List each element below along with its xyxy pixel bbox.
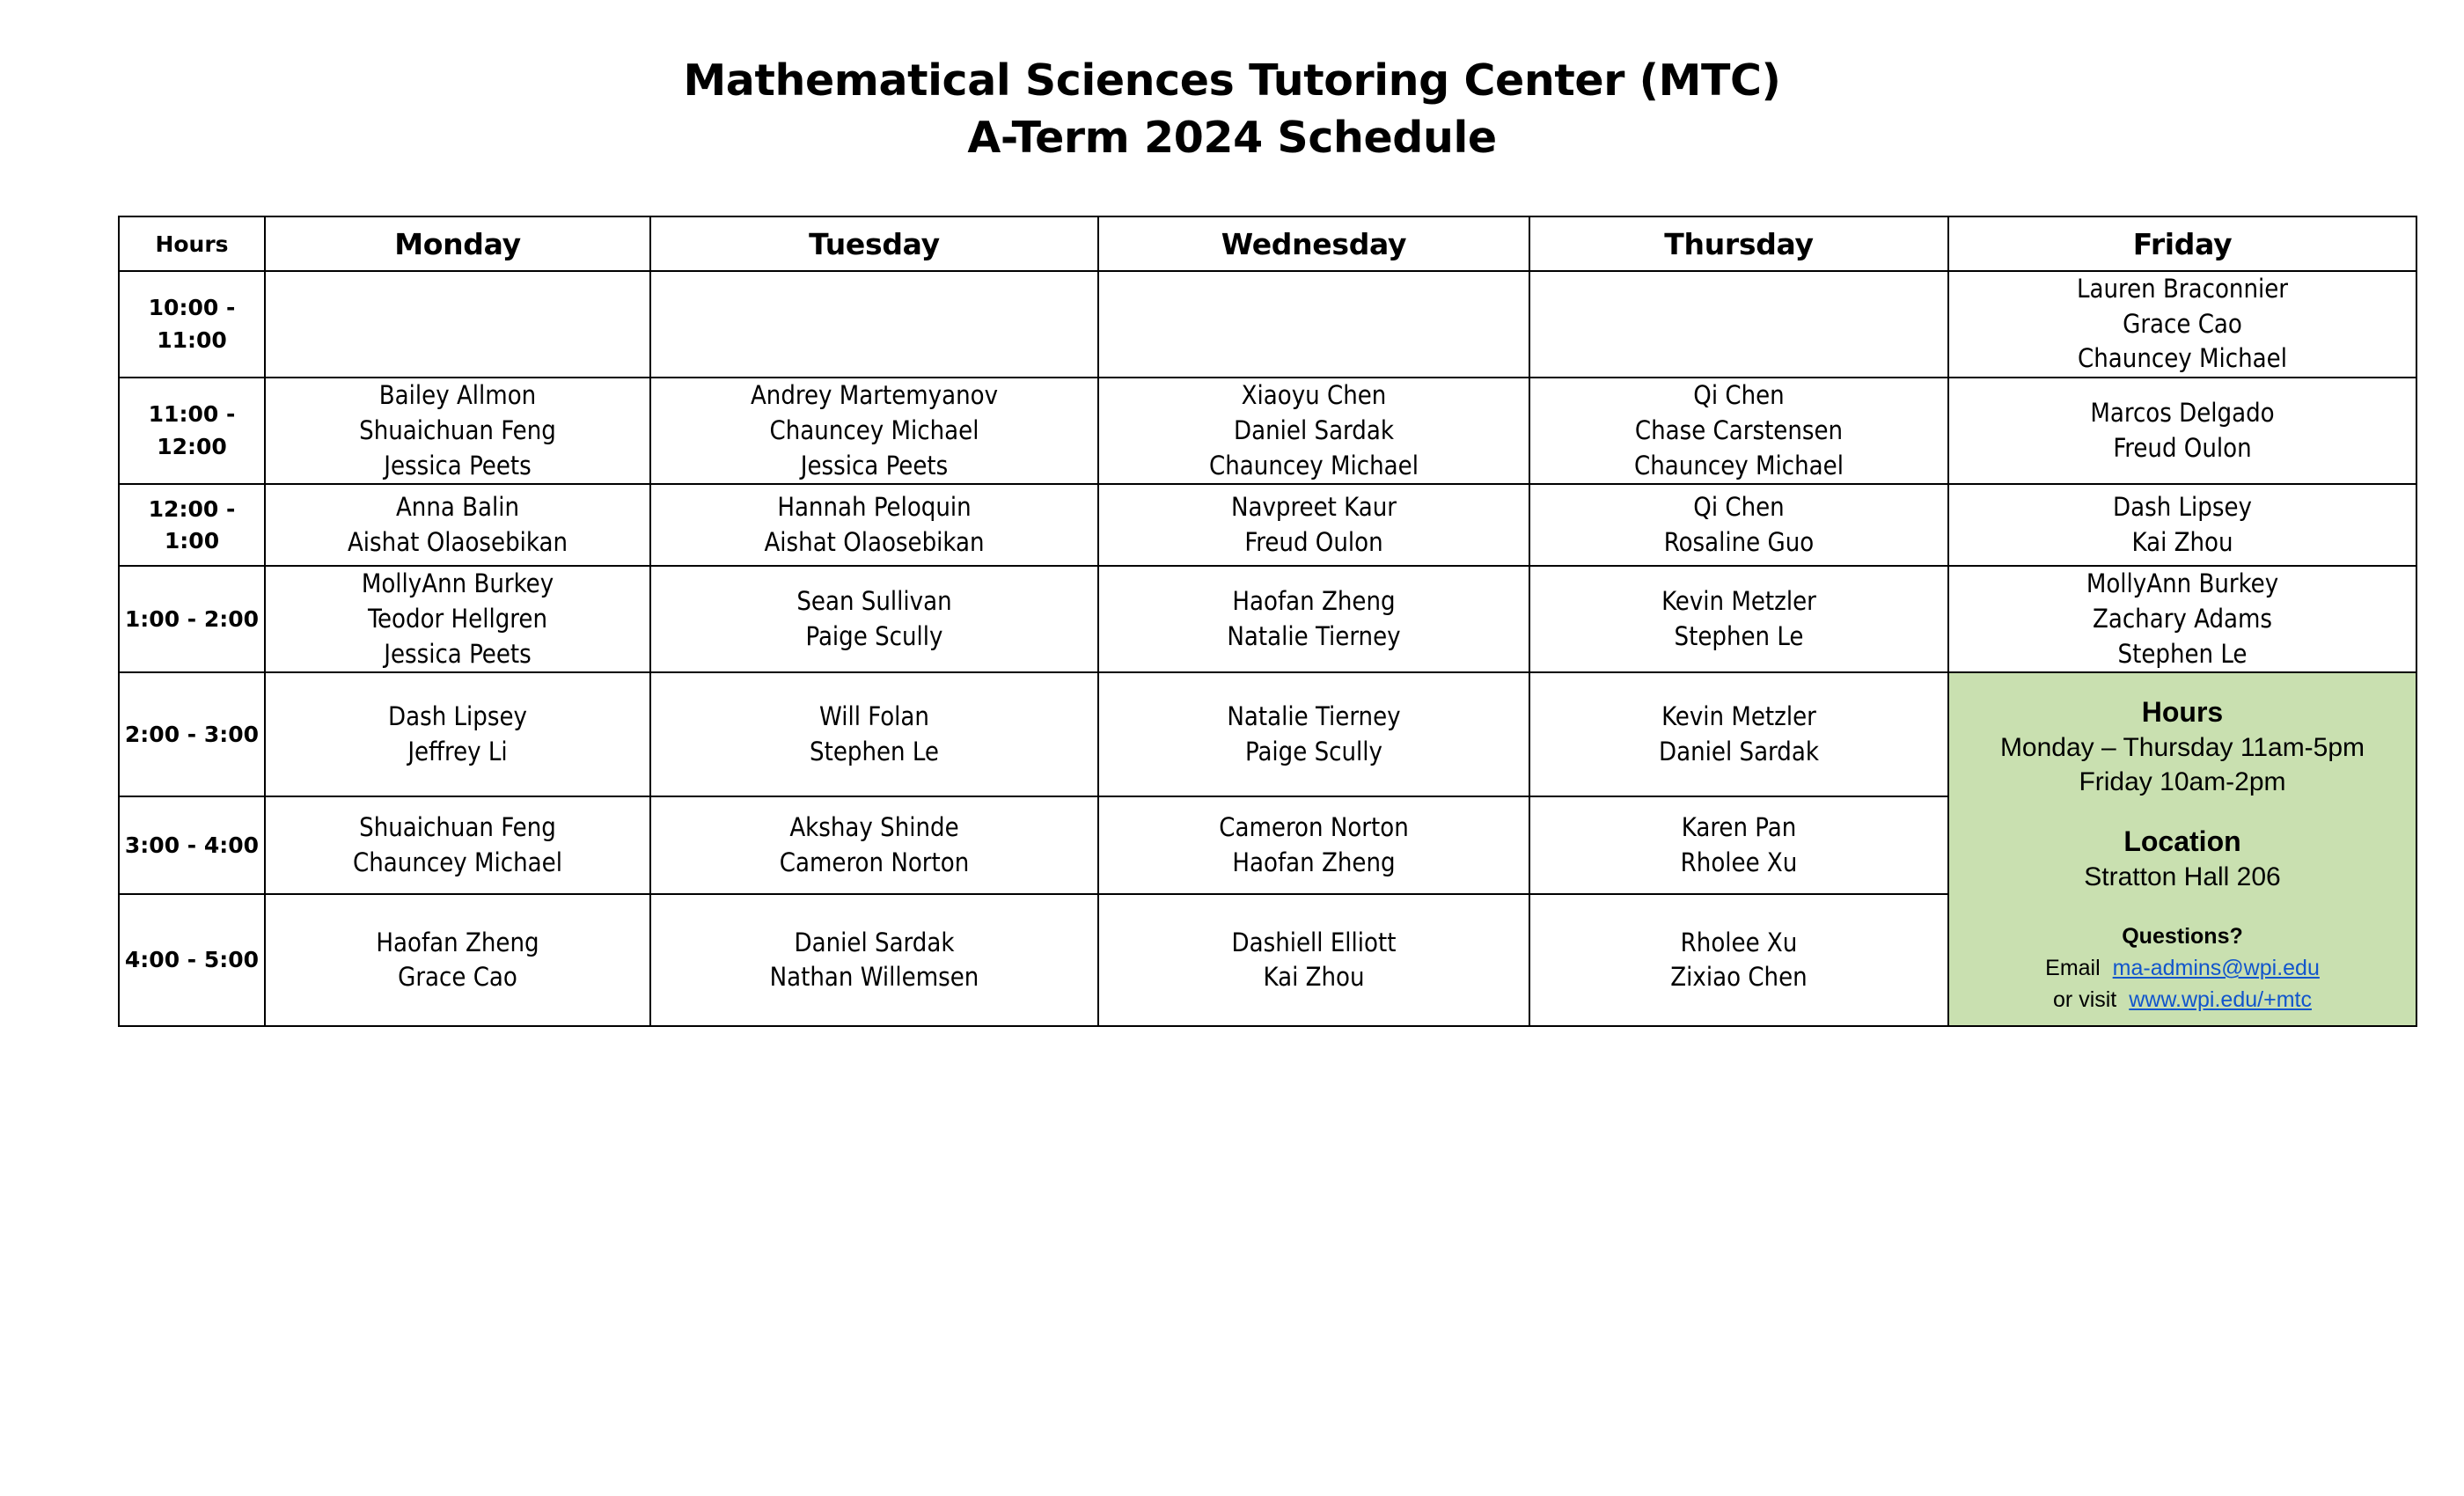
tutor-cell-wednesday — [1098, 796, 1529, 894]
time-end: 3:00 — [203, 721, 260, 747]
tutor-name: Cameron Norton — [1219, 812, 1409, 843]
tutor-name: Haofan Zheng — [1232, 847, 1396, 877]
page-title — [0, 53, 2464, 166]
time-end: 4:00 — [203, 832, 260, 858]
time-start: 11:00 - — [148, 401, 236, 428]
tutor-cell-wednesday — [1098, 566, 1529, 672]
title-line-secondary: A-Term 2024 Schedule — [967, 112, 1497, 163]
tutor-name-list — [266, 567, 649, 671]
tutor-name: Natalie Tierney — [1227, 701, 1401, 732]
header-row — [119, 216, 2416, 271]
tutor-name: Jessica Peets — [384, 638, 532, 669]
tutor-name: Freud Oulon — [2113, 432, 2252, 463]
tutor-name: Kai Zhou — [1263, 962, 1365, 993]
tutor-name: Kevin Metzler — [1661, 701, 1816, 732]
tutor-name-list — [1530, 490, 1947, 560]
tutor-name: Chauncey Michael — [2078, 343, 2287, 374]
tutor-name-list — [1099, 584, 1529, 654]
tutor-cell-tuesday — [650, 271, 1098, 378]
tutor-name-list — [1530, 584, 1947, 654]
tutor-name: Navpreet Kaur — [1230, 492, 1397, 523]
tutor-name-list — [1099, 490, 1529, 560]
tutor-name-list — [266, 490, 649, 560]
tutor-cell-thursday — [1529, 271, 1948, 378]
tutor-name: Grace Cao — [2123, 308, 2242, 339]
tutor-name: Haofan Zheng — [1232, 586, 1396, 617]
tutor-name: Paige Scully — [1245, 736, 1382, 766]
tutor-name: Bailey Allmon — [378, 380, 537, 411]
tutor-cell-monday — [265, 566, 650, 672]
tutor-cell-monday — [265, 378, 650, 484]
column-header-hours: Hours — [119, 216, 265, 271]
tutor-cell-tuesday — [650, 378, 1098, 484]
tutor-name: Dash Lipsey — [2113, 492, 2252, 523]
tutor-name: Chase Carstensen — [1634, 414, 1844, 445]
tutor-cell-friday — [1948, 271, 2416, 378]
tutor-cell-monday — [265, 484, 650, 566]
tutor-name-list — [1949, 490, 2416, 560]
email-link[interactable]: ma-admins@wpi.edu — [2112, 956, 2320, 981]
time-start: 3:00 - — [124, 832, 197, 858]
hours-weekday-line: Monday – Thursday 11am-5pm — [1999, 733, 2365, 763]
tutor-name: Qi Chen — [1693, 380, 1785, 411]
info-spacer-2 — [1962, 894, 2403, 919]
info-box-cell — [1948, 672, 2416, 1026]
location-heading: Location — [2123, 825, 2241, 858]
tutor-cell-thursday — [1529, 566, 1948, 672]
time-end: 11:00 — [157, 326, 227, 353]
tutor-name: Andrey Martemyanov — [750, 380, 999, 411]
tutor-name: Anna Balin — [395, 492, 520, 523]
tutor-name: Chauncey Michael — [769, 414, 979, 445]
tutor-name: Rholee Xu — [1680, 927, 1798, 957]
tutor-name: Dash Lipsey — [388, 701, 527, 732]
time-slot-label — [119, 484, 265, 566]
tutor-name: Zachary Adams — [2092, 604, 2273, 634]
tutor-cell-thursday — [1529, 378, 1948, 484]
time-slot-label — [119, 796, 265, 894]
tutor-cell-monday — [265, 672, 650, 796]
tutor-cell-monday — [265, 271, 650, 378]
tutor-name: Kevin Metzler — [1661, 586, 1816, 617]
tutor-name: Will Folan — [819, 701, 929, 732]
email-label: Email — [2045, 956, 2101, 981]
tutor-name-list — [1530, 926, 1947, 995]
time-start: 10:00 - — [148, 295, 236, 321]
tutor-cell-tuesday — [650, 894, 1098, 1026]
time-start: 1:00 - — [124, 605, 197, 632]
email-row — [1962, 952, 2403, 984]
hours-heading: Hours — [2141, 696, 2224, 729]
tutor-name-list — [651, 700, 1097, 769]
tutor-name: Rosaline Guo — [1663, 526, 1815, 557]
tutor-cell-wednesday — [1098, 271, 1529, 378]
hours-friday-line: Friday 10am-2pm — [2079, 767, 2286, 797]
tutor-name-list — [1949, 272, 2416, 377]
column-header-monday: Monday — [265, 216, 650, 271]
tutor-name: Stephen Le — [1674, 620, 1804, 651]
time-slot-label — [119, 566, 265, 672]
tutor-name-list — [1530, 378, 1947, 483]
tutor-name: Nathan Willemsen — [769, 962, 979, 993]
tutor-name: Qi Chen — [1693, 492, 1785, 523]
tutor-cell-tuesday — [650, 566, 1098, 672]
tutor-name-list — [266, 926, 649, 995]
tutor-name: Shuaichuan Feng — [359, 812, 556, 843]
tutor-cell-wednesday — [1098, 378, 1529, 484]
tutor-name-list — [1099, 700, 1529, 769]
title-line-primary: Mathematical Sciences Tutoring Center (MTC) — [683, 55, 1781, 106]
questions-heading: Questions? — [2122, 924, 2243, 950]
table-row — [119, 378, 2416, 484]
time-start: 12:00 - — [148, 495, 236, 522]
time-slot-label — [119, 672, 265, 796]
tutor-name: Chauncey Michael — [353, 847, 562, 877]
time-end: 5:00 — [203, 947, 260, 973]
tutor-name: Sean Sullivan — [796, 586, 952, 617]
tutor-name: Daniel Sardak — [794, 927, 955, 957]
tutor-name-list — [651, 584, 1097, 654]
table-row — [119, 566, 2416, 672]
tutor-cell-wednesday — [1098, 894, 1529, 1026]
column-header-thursday: Thursday — [1529, 216, 1948, 271]
time-end: 1:00 — [164, 527, 220, 554]
tutor-name: Karen Pan — [1681, 812, 1797, 843]
table-header — [119, 216, 2416, 271]
tutor-cell-tuesday — [650, 484, 1098, 566]
tutor-name: Cameron Norton — [779, 847, 970, 877]
tutor-name: Jessica Peets — [384, 450, 532, 480]
tutor-name-list — [651, 926, 1097, 995]
tutor-name: Aishat Olaosebikan — [764, 526, 985, 557]
column-header-wednesday: Wednesday — [1098, 216, 1529, 271]
tutor-name: Grace Cao — [398, 962, 517, 993]
schedule-table — [118, 216, 2417, 1027]
time-start: 4:00 - — [124, 947, 197, 973]
time-slot-label — [119, 894, 265, 1026]
tutor-name: Akshay Shinde — [789, 812, 959, 843]
tutor-name-list — [651, 378, 1097, 483]
tutor-name: Natalie Tierney — [1227, 620, 1401, 651]
tutor-name: Hannah Peloquin — [777, 492, 972, 523]
table-body — [119, 271, 2416, 1026]
tutor-cell-tuesday — [650, 796, 1098, 894]
column-header-tuesday: Tuesday — [650, 216, 1098, 271]
tutor-name-list — [651, 810, 1097, 880]
website-row — [1962, 984, 2403, 1016]
tutor-cell-friday — [1948, 566, 2416, 672]
table-row — [119, 271, 2416, 378]
tutor-name: MollyAnn Burkey — [2086, 568, 2279, 599]
tutor-name: Marcos Delgado — [2090, 398, 2275, 429]
tutor-name: Lauren Braconnier — [2076, 274, 2289, 304]
tutor-name-list — [1530, 700, 1947, 769]
time-slot-label — [119, 378, 265, 484]
table-row — [119, 484, 2416, 566]
tutor-cell-monday — [265, 894, 650, 1026]
tutor-name-list — [266, 378, 649, 483]
tutor-name: Freud Oulon — [1244, 526, 1383, 557]
tutor-name-list — [1099, 810, 1529, 880]
tutor-cell-thursday — [1529, 894, 1948, 1026]
tutor-cell-thursday — [1529, 672, 1948, 796]
tutor-cell-monday — [265, 796, 650, 894]
tutor-name: Xiaoyu Chen — [1241, 380, 1387, 411]
time-end: 12:00 — [157, 433, 227, 459]
tutor-cell-friday — [1948, 484, 2416, 566]
tutor-name: Rholee Xu — [1680, 847, 1798, 877]
tutor-name: MollyAnn Burkey — [361, 568, 554, 599]
tutor-name: Stephen Le — [810, 736, 939, 766]
tutor-name: Teodor Hellgren — [368, 604, 547, 634]
info-box — [1949, 673, 2416, 1025]
visit-label: or visit — [2053, 987, 2117, 1013]
tutor-cell-thursday — [1529, 796, 1948, 894]
location-value: Stratton Hall 206 — [2084, 862, 2281, 892]
tutor-name-list — [651, 490, 1097, 560]
tutor-name-list — [1099, 926, 1529, 995]
tutor-cell-wednesday — [1098, 484, 1529, 566]
tutor-name: Shuaichuan Feng — [359, 414, 556, 445]
tutor-name: Dashiell Elliott — [1231, 927, 1397, 957]
time-start: 2:00 - — [124, 721, 197, 747]
tutor-name: Jeffrey Li — [407, 736, 508, 766]
tutor-cell-tuesday — [650, 672, 1098, 796]
tutor-name: Aishat Olaosebikan — [347, 526, 568, 557]
tutor-cell-friday — [1948, 378, 2416, 484]
tutor-name-list — [1530, 810, 1947, 880]
tutor-cell-wednesday — [1098, 672, 1529, 796]
table-row — [119, 672, 2416, 796]
tutor-name: Jessica Peets — [800, 450, 949, 480]
tutor-name-list — [266, 700, 649, 769]
tutor-name-list — [266, 810, 649, 880]
tutor-name-list — [1099, 378, 1529, 483]
tutor-cell-thursday — [1529, 484, 1948, 566]
tutor-name: Chauncey Michael — [1634, 450, 1844, 480]
tutor-name: Daniel Sardak — [1659, 736, 1819, 766]
website-link[interactable]: www.wpi.edu/+mtc — [2129, 987, 2312, 1013]
time-end: 2:00 — [203, 605, 260, 632]
time-slot-label — [119, 271, 265, 378]
tutor-name: Paige Scully — [805, 620, 943, 651]
tutor-name: Chauncey Michael — [1209, 450, 1419, 480]
column-header-friday: Friday — [1948, 216, 2416, 271]
tutor-name: Kai Zhou — [2131, 526, 2233, 557]
tutor-name-list — [1949, 567, 2416, 671]
info-spacer — [1962, 799, 2403, 824]
tutor-name: Zixiao Chen — [1670, 962, 1808, 993]
tutor-name: Daniel Sardak — [1234, 414, 1394, 445]
tutor-name: Haofan Zheng — [376, 927, 539, 957]
tutor-name-list — [1949, 396, 2416, 466]
tutor-name: Stephen Le — [2117, 638, 2248, 669]
